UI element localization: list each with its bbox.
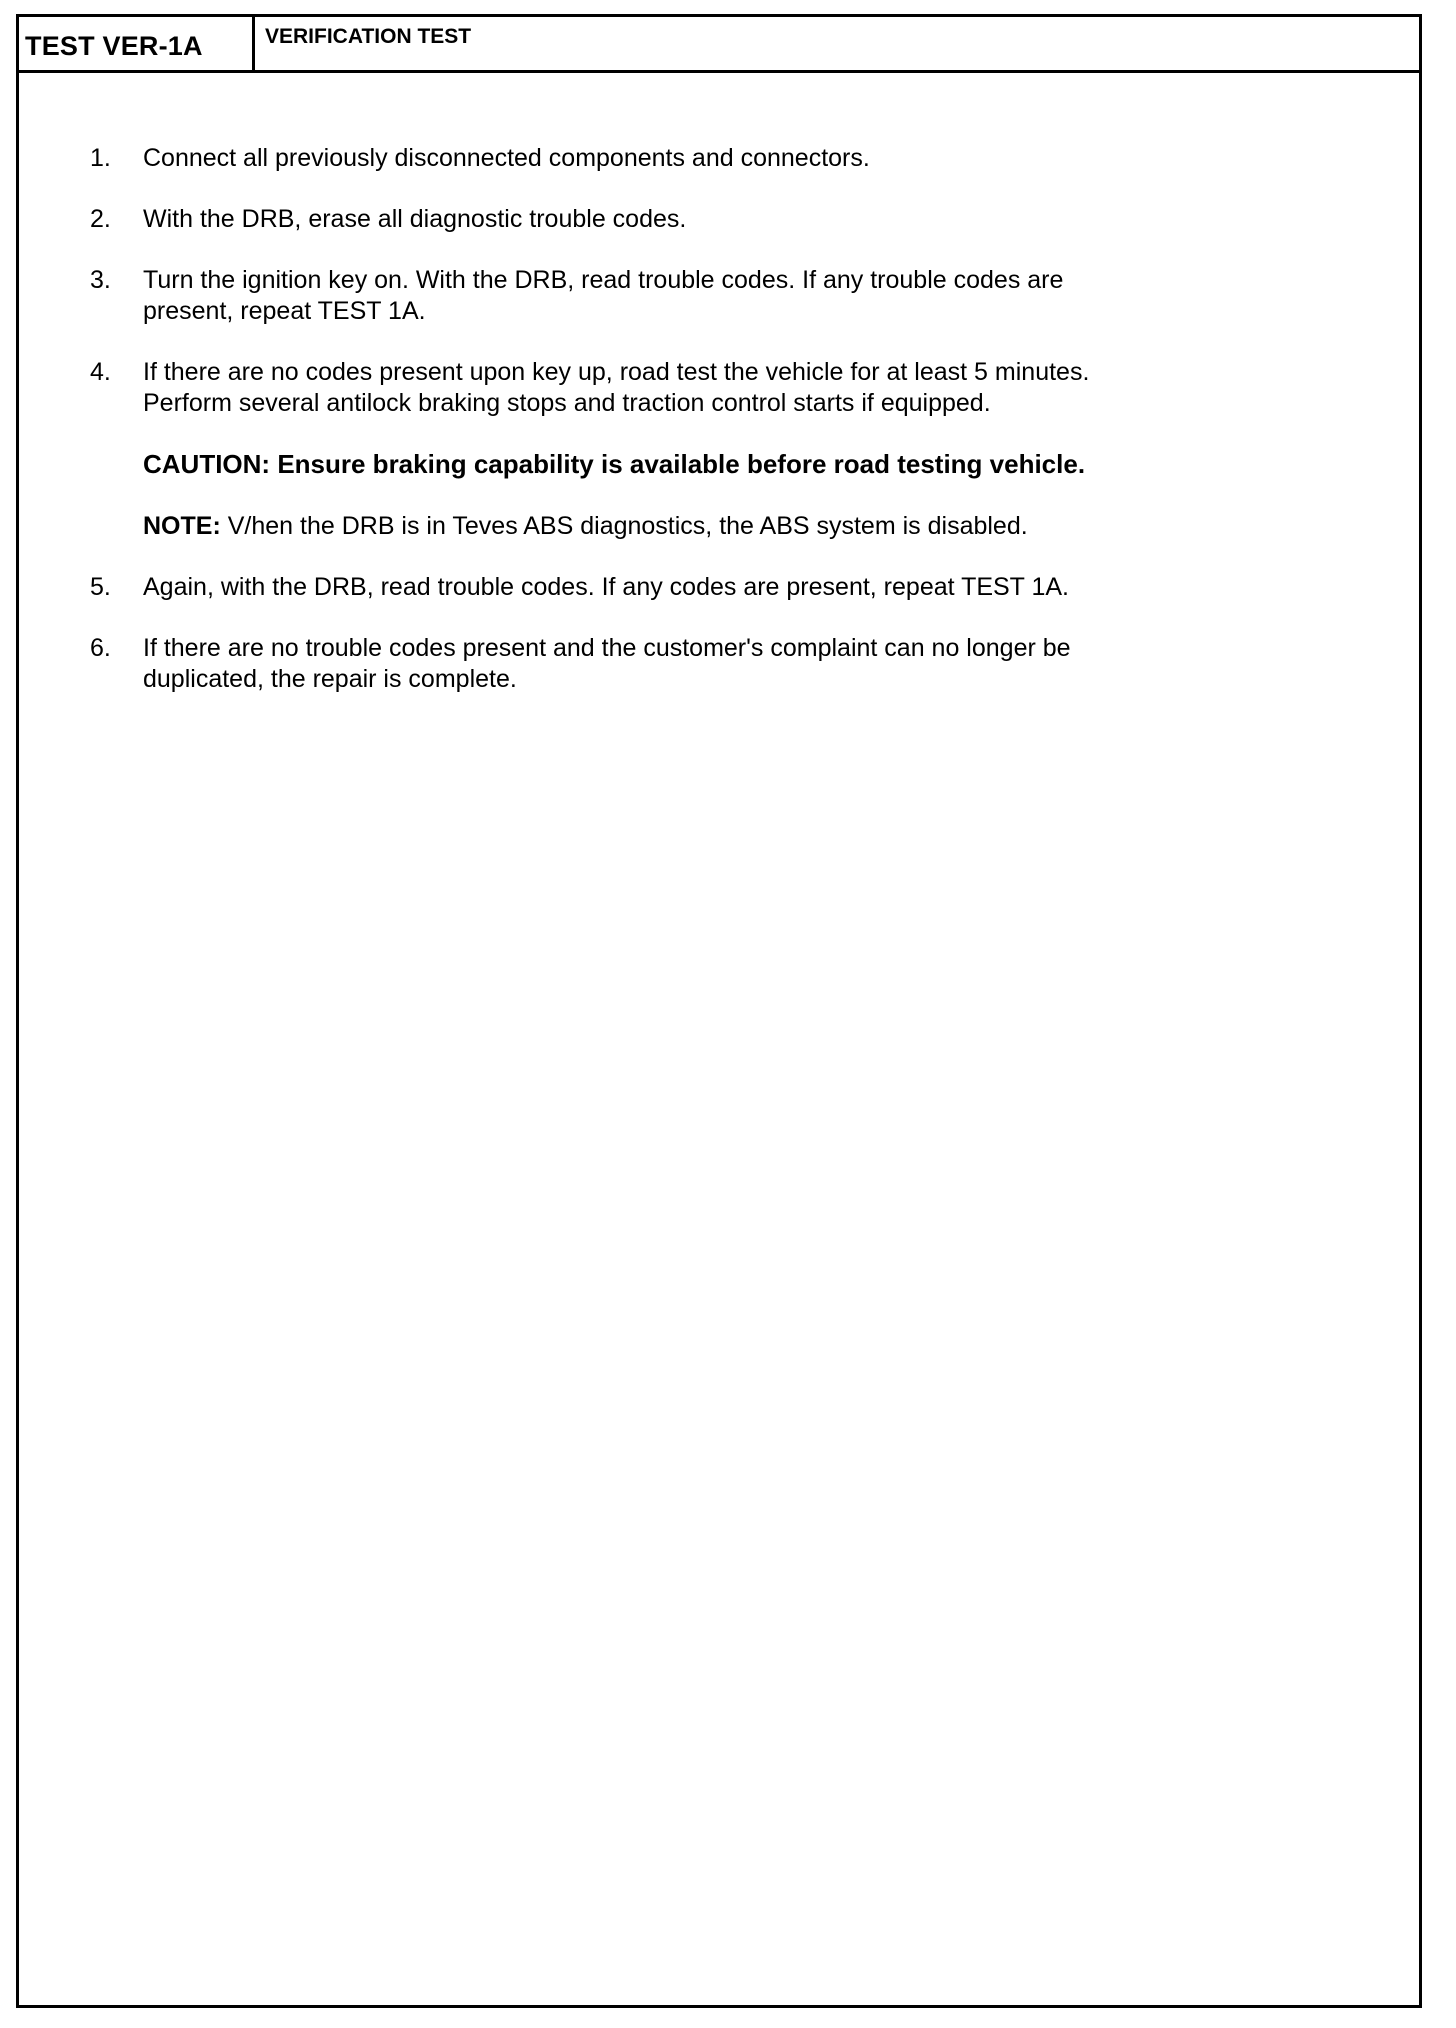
step-number: 4. [90, 358, 111, 386]
caution-block [19, 449, 1419, 481]
step-number: 6. [90, 634, 111, 662]
step-3 [19, 265, 1419, 327]
step-4 [19, 357, 1419, 419]
note-block [19, 511, 1419, 542]
step-text-line-1: If there are no trouble codes present and the customer's complaint can no longer be [143, 634, 1071, 662]
step-text: Again, with the DRB, read trouble codes. If any codes are present, repeat TEST 1A. [143, 573, 1069, 601]
step-text-line-1: Turn the ignition key on. With the DRB, read trouble codes. If any trouble codes are [143, 266, 1064, 294]
caution-text: CAUTION: Ensure braking capability is available before road testing vehicle. [143, 449, 1086, 479]
step-number: 5. [90, 573, 111, 601]
note-label: NOTE: [143, 512, 221, 540]
verification-test-page [16, 14, 1422, 2008]
procedure-steps [19, 143, 1419, 725]
step-number: 1. [90, 144, 111, 172]
step-1 [19, 143, 1419, 174]
step-5 [19, 572, 1419, 603]
test-id: TEST VER-1A [19, 17, 255, 70]
test-header [19, 17, 1419, 73]
note-text: V/hen the DRB is in Teves ABS diagnostics, the ABS system is disabled. [220, 512, 1028, 540]
step-text: Connect all previously disconnected components and connectors. [143, 144, 870, 172]
step-2 [19, 204, 1419, 235]
step-text-line-2: Perform several antilock braking stops and traction control starts if equipped. [143, 389, 991, 417]
step-text-line-1: If there are no codes present upon key up, road test the vehicle for at least 5 minutes. [143, 358, 1090, 386]
step-number: 3. [90, 266, 111, 294]
step-text: With the DRB, erase all diagnostic trouble codes. [143, 205, 687, 233]
step-text-line-2: duplicated, the repair is complete. [143, 665, 517, 693]
step-text-line-2: present, repeat TEST 1A. [143, 297, 426, 325]
step-number: 2. [90, 205, 111, 233]
step-6 [19, 633, 1419, 695]
test-title: VERIFICATION TEST [265, 25, 472, 48]
